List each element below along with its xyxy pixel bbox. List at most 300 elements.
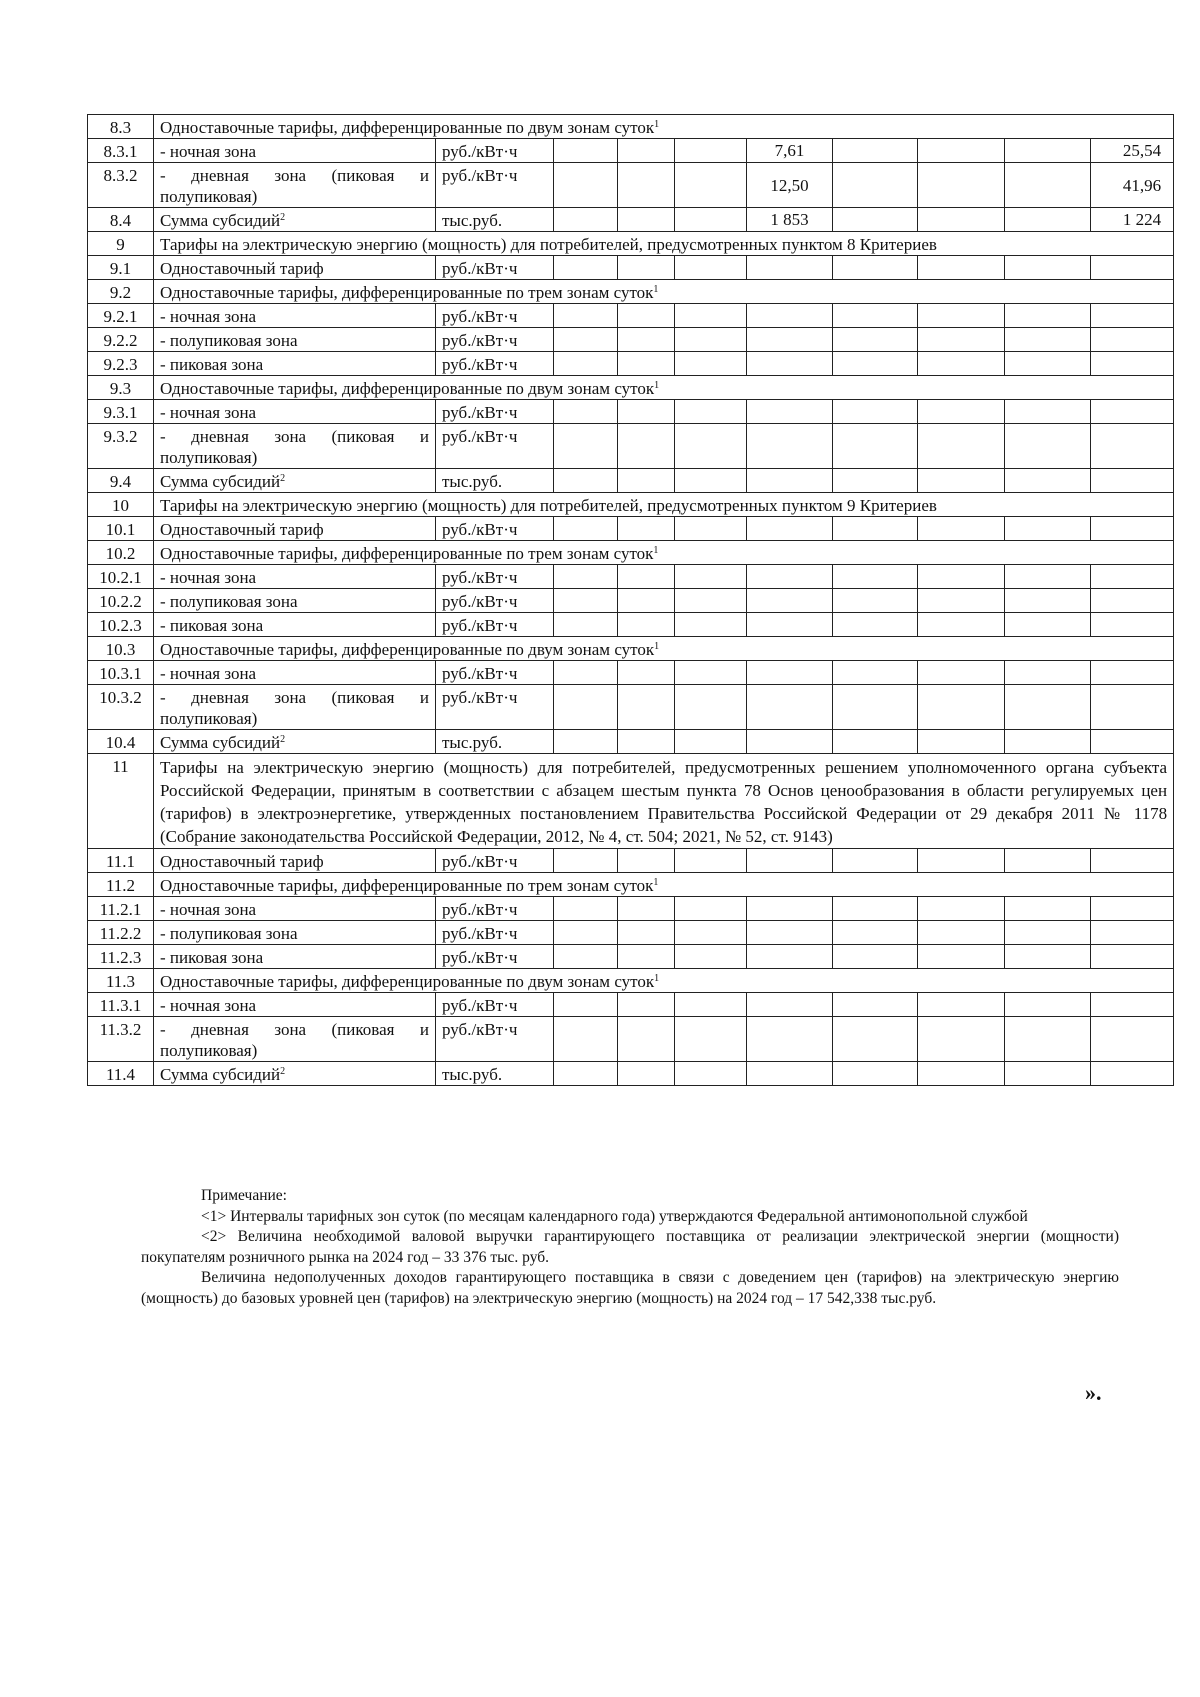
row-label-text: - ночная зона xyxy=(160,664,257,683)
value-cell xyxy=(918,993,1005,1017)
row-label-text: Сумма субсидий xyxy=(160,1065,281,1084)
section-title-text: Одноставочные тарифы, дифференцированные по трем зонам суток xyxy=(160,283,654,302)
section-title-text: Тарифы на электрическую энергию (мощность) для потребителей, предусмотренных пунктом 9 Критериев xyxy=(160,496,937,515)
value-cell xyxy=(918,661,1005,685)
unit-cell: тыс.руб. xyxy=(436,1062,554,1086)
row-number: 8.3.1 xyxy=(88,139,154,163)
table-row xyxy=(88,921,1174,945)
value-cell xyxy=(1005,589,1091,613)
row-label-line1: - дневная зона (пиковая и xyxy=(160,166,429,185)
row-label xyxy=(154,897,436,921)
value-cell xyxy=(833,730,918,754)
table-row xyxy=(88,897,1174,921)
row-label xyxy=(154,139,436,163)
value-cell xyxy=(833,945,918,969)
row-number: 11.2 xyxy=(88,873,154,897)
value-cell xyxy=(918,730,1005,754)
value-cell xyxy=(618,517,675,541)
table-row xyxy=(88,208,1174,232)
table-row xyxy=(88,493,1174,517)
value-cell xyxy=(618,469,675,493)
footnote-mark: 1 xyxy=(654,973,660,984)
value-cell xyxy=(1005,352,1091,376)
value-cell xyxy=(1091,256,1174,280)
value-cell xyxy=(675,589,747,613)
value-cell: 12,50 xyxy=(747,163,833,208)
value-cell xyxy=(618,328,675,352)
unit-cell: руб./кВт·ч xyxy=(436,352,554,376)
value-cell xyxy=(1005,849,1091,873)
row-number: 11.1 xyxy=(88,849,154,873)
value-cell xyxy=(1005,730,1091,754)
table-row xyxy=(88,730,1174,754)
row-label xyxy=(154,256,436,280)
value-cell xyxy=(675,565,747,589)
value-cell xyxy=(675,163,747,208)
table-row xyxy=(88,993,1174,1017)
value-cell xyxy=(1091,1017,1174,1062)
value-cell xyxy=(747,328,833,352)
value-cell xyxy=(618,1017,675,1062)
value-cell xyxy=(833,661,918,685)
table-row xyxy=(88,115,1174,139)
section-title-text: Одноставочные тарифы, дифференцированные по трем зонам суток xyxy=(160,876,654,895)
value-cell xyxy=(1005,139,1091,163)
row-label xyxy=(154,730,436,754)
unit-cell: руб./кВт·ч xyxy=(436,328,554,352)
value-cell xyxy=(918,613,1005,637)
table-row xyxy=(88,541,1174,565)
row-label-text: - ночная зона xyxy=(160,900,257,919)
row-label-line1: - дневная зона (пиковая и xyxy=(160,1020,429,1039)
value-cell xyxy=(1091,661,1174,685)
row-label-text: Сумма субсидий xyxy=(160,211,281,230)
row-number: 9.2 xyxy=(88,280,154,304)
row-number: 10.2.1 xyxy=(88,565,154,589)
value-cell xyxy=(833,517,918,541)
table-row xyxy=(88,661,1174,685)
row-number: 11.2.1 xyxy=(88,897,154,921)
value-cell xyxy=(1005,208,1091,232)
value-cell xyxy=(833,993,918,1017)
footnote-mark: 1 xyxy=(654,119,660,130)
value-cell xyxy=(554,1062,618,1086)
value-cell xyxy=(747,256,833,280)
value-cell xyxy=(747,897,833,921)
value-cell xyxy=(1091,424,1174,469)
section-title-text: Одноставочные тарифы, дифференцированные по двум зонам суток xyxy=(160,972,655,991)
table-row xyxy=(88,613,1174,637)
table-row xyxy=(88,469,1174,493)
row-label-text: - ночная зона xyxy=(160,142,257,161)
section-title-text: Одноставочные тарифы, дифференцированные по двум зонам суток xyxy=(160,379,655,398)
value-cell xyxy=(833,1062,918,1086)
row-number: 10.4 xyxy=(88,730,154,754)
row-label xyxy=(154,613,436,637)
footnote-mark: 2 xyxy=(280,212,286,223)
row-label xyxy=(154,661,436,685)
value-cell xyxy=(1005,921,1091,945)
section-title xyxy=(154,376,1174,400)
value-cell xyxy=(675,661,747,685)
value-cell xyxy=(675,469,747,493)
row-number: 9.3 xyxy=(88,376,154,400)
value-cell xyxy=(554,730,618,754)
value-cell xyxy=(618,849,675,873)
table-row xyxy=(88,873,1174,897)
value-cell xyxy=(747,661,833,685)
value-cell xyxy=(1091,352,1174,376)
row-label xyxy=(154,163,436,208)
unit-cell: тыс.руб. xyxy=(436,730,554,754)
value-cell xyxy=(675,400,747,424)
row-label xyxy=(154,469,436,493)
row-label xyxy=(154,400,436,424)
value-cell xyxy=(618,589,675,613)
row-number: 10.2.3 xyxy=(88,613,154,637)
value-cell xyxy=(918,139,1005,163)
row-number: 9.2.2 xyxy=(88,328,154,352)
value-cell xyxy=(1005,517,1091,541)
row-number: 11.2.2 xyxy=(88,921,154,945)
value-cell xyxy=(1091,304,1174,328)
value-cell xyxy=(1005,897,1091,921)
row-number: 10.3.1 xyxy=(88,661,154,685)
row-label-text: - ночная зона xyxy=(160,568,257,587)
section-title-text: Одноставочные тарифы, дифференцированные по трем зонам суток xyxy=(160,544,654,563)
value-cell: 41,96 xyxy=(1091,163,1174,208)
value-cell xyxy=(918,517,1005,541)
value-cell xyxy=(918,1062,1005,1086)
value-cell xyxy=(675,1062,747,1086)
row-label-text: - ночная зона xyxy=(160,996,257,1015)
unit-cell: руб./кВт·ч xyxy=(436,685,554,730)
value-cell xyxy=(833,849,918,873)
value-cell xyxy=(1091,1062,1174,1086)
footnote-mark: 1 xyxy=(654,380,660,391)
table-row xyxy=(88,163,1174,208)
row-label-text: - полупиковая зона xyxy=(160,592,298,611)
value-cell xyxy=(918,424,1005,469)
value-cell xyxy=(1091,589,1174,613)
value-cell xyxy=(554,589,618,613)
value-cell xyxy=(554,921,618,945)
value-cell xyxy=(833,469,918,493)
value-cell xyxy=(918,400,1005,424)
value-cell xyxy=(618,565,675,589)
value-cell xyxy=(833,352,918,376)
value-cell xyxy=(675,685,747,730)
value-cell xyxy=(918,163,1005,208)
row-label-text: - ночная зона xyxy=(160,403,257,422)
value-cell xyxy=(918,469,1005,493)
value-cell xyxy=(918,256,1005,280)
value-cell xyxy=(1005,945,1091,969)
value-cell xyxy=(618,163,675,208)
value-cell xyxy=(618,613,675,637)
value-cell xyxy=(618,424,675,469)
section-title xyxy=(154,754,1174,849)
unit-cell: тыс.руб. xyxy=(436,469,554,493)
value-cell xyxy=(833,1017,918,1062)
row-number: 10.3 xyxy=(88,637,154,661)
value-cell xyxy=(918,208,1005,232)
table-row xyxy=(88,1017,1174,1062)
unit-cell: руб./кВт·ч xyxy=(436,993,554,1017)
table-row xyxy=(88,849,1174,873)
value-cell xyxy=(747,993,833,1017)
table-row xyxy=(88,637,1174,661)
note-1: <1> Интервалы тарифных зон суток (по месяцам календарного года) утверждаются Федеральной антимонопольной службой xyxy=(201,1207,1028,1225)
value-cell xyxy=(675,139,747,163)
value-cell xyxy=(833,256,918,280)
value-cell xyxy=(554,685,618,730)
value-cell xyxy=(747,849,833,873)
section-title-text: Тарифы на электрическую энергию (мощность) для потребителей, предусмотренных пунктом 8 Критериев xyxy=(160,235,937,254)
value-cell xyxy=(1005,328,1091,352)
value-cell xyxy=(747,589,833,613)
row-number: 11.3 xyxy=(88,969,154,993)
value-cell xyxy=(747,945,833,969)
value-cell xyxy=(747,424,833,469)
table-row xyxy=(88,1062,1174,1086)
section-title xyxy=(154,232,1174,256)
value-cell xyxy=(918,589,1005,613)
row-number: 9.2.3 xyxy=(88,352,154,376)
table-row xyxy=(88,139,1174,163)
value-cell xyxy=(747,1017,833,1062)
value-cell xyxy=(618,921,675,945)
value-cell xyxy=(554,897,618,921)
value-cell xyxy=(618,730,675,754)
row-label-text: Сумма субсидий xyxy=(160,733,281,752)
table-row xyxy=(88,517,1174,541)
value-cell xyxy=(554,1017,618,1062)
unit-cell: руб./кВт·ч xyxy=(436,304,554,328)
row-label xyxy=(154,849,436,873)
value-cell xyxy=(675,897,747,921)
row-number: 11 xyxy=(88,754,154,849)
row-number: 8.3.2 xyxy=(88,163,154,208)
row-label xyxy=(154,424,436,469)
value-cell xyxy=(833,424,918,469)
value-cell xyxy=(918,849,1005,873)
value-cell xyxy=(1005,163,1091,208)
row-label-text: Одноставочный тариф xyxy=(160,520,324,539)
value-cell xyxy=(675,730,747,754)
value-cell xyxy=(833,921,918,945)
row-number: 9.3.1 xyxy=(88,400,154,424)
row-label-text: - полупиковая зона xyxy=(160,331,298,350)
table-row xyxy=(88,754,1174,849)
value-cell xyxy=(1091,565,1174,589)
value-cell xyxy=(918,1017,1005,1062)
row-label-text: Одноставочный тариф xyxy=(160,852,324,871)
value-cell xyxy=(1005,993,1091,1017)
value-cell xyxy=(675,424,747,469)
value-cell xyxy=(918,328,1005,352)
value-cell xyxy=(747,1062,833,1086)
row-number: 9.1 xyxy=(88,256,154,280)
value-cell xyxy=(675,352,747,376)
value-cell xyxy=(1091,469,1174,493)
value-cell xyxy=(1091,400,1174,424)
value-cell xyxy=(618,897,675,921)
value-cell xyxy=(833,400,918,424)
row-number: 10.3.2 xyxy=(88,685,154,730)
value-cell xyxy=(618,1062,675,1086)
value-cell xyxy=(675,945,747,969)
value-cell xyxy=(554,565,618,589)
value-cell xyxy=(1091,849,1174,873)
value-cell xyxy=(554,661,618,685)
value-cell xyxy=(1091,993,1174,1017)
value-cell xyxy=(747,613,833,637)
value-cell: 25,54 xyxy=(1091,139,1174,163)
value-cell xyxy=(1005,661,1091,685)
value-cell xyxy=(1005,1062,1091,1086)
footnote-mark: 1 xyxy=(653,545,659,556)
row-label xyxy=(154,304,436,328)
value-cell: 1 224 xyxy=(1091,208,1174,232)
value-cell xyxy=(833,208,918,232)
value-cell xyxy=(618,661,675,685)
section-title xyxy=(154,493,1174,517)
value-cell xyxy=(1005,685,1091,730)
value-cell xyxy=(554,400,618,424)
table-row xyxy=(88,565,1174,589)
value-cell xyxy=(675,1017,747,1062)
section-title-text: Одноставочные тарифы, дифференцированные по двум зонам суток xyxy=(160,118,655,137)
row-label-text: - пиковая зона xyxy=(160,948,264,967)
row-number: 9.4 xyxy=(88,469,154,493)
value-cell xyxy=(554,469,618,493)
unit-cell: руб./кВт·ч xyxy=(436,921,554,945)
unit-cell: руб./кВт·ч xyxy=(436,589,554,613)
value-cell xyxy=(675,993,747,1017)
value-cell xyxy=(1005,613,1091,637)
value-cell xyxy=(918,685,1005,730)
value-cell xyxy=(618,685,675,730)
value-cell xyxy=(833,685,918,730)
value-cell xyxy=(554,208,618,232)
tariff-table xyxy=(87,114,1174,1086)
value-cell xyxy=(747,352,833,376)
unit-cell: тыс.руб. xyxy=(436,208,554,232)
row-label xyxy=(154,208,436,232)
row-label-text: Одноставочный тариф xyxy=(160,259,324,278)
value-cell xyxy=(1005,565,1091,589)
unit-cell: руб./кВт·ч xyxy=(436,400,554,424)
value-cell xyxy=(675,256,747,280)
value-cell: 7,61 xyxy=(747,139,833,163)
table-row xyxy=(88,589,1174,613)
row-number: 9 xyxy=(88,232,154,256)
value-cell xyxy=(554,139,618,163)
row-number: 11.3.2 xyxy=(88,1017,154,1062)
value-cell xyxy=(554,256,618,280)
value-cell xyxy=(675,517,747,541)
unit-cell: руб./кВт·ч xyxy=(436,945,554,969)
value-cell xyxy=(1005,400,1091,424)
value-cell: 1 853 xyxy=(747,208,833,232)
value-cell xyxy=(833,328,918,352)
row-label xyxy=(154,352,436,376)
row-label xyxy=(154,517,436,541)
unit-cell: руб./кВт·ч xyxy=(436,897,554,921)
value-cell xyxy=(1005,424,1091,469)
row-label-text: Сумма субсидий xyxy=(160,472,281,491)
row-label-line2: полупиковая) xyxy=(160,709,258,728)
table-row xyxy=(88,232,1174,256)
value-cell xyxy=(1091,730,1174,754)
unit-cell: руб./кВт·ч xyxy=(436,565,554,589)
value-cell xyxy=(918,565,1005,589)
value-cell xyxy=(618,208,675,232)
value-cell xyxy=(618,139,675,163)
value-cell xyxy=(675,304,747,328)
row-label xyxy=(154,921,436,945)
value-cell xyxy=(554,945,618,969)
value-cell xyxy=(675,849,747,873)
row-label-line2: полупиковая) xyxy=(160,187,258,206)
value-cell xyxy=(747,517,833,541)
row-number: 10 xyxy=(88,493,154,517)
row-label-line1: - дневная зона (пиковая и xyxy=(160,688,429,707)
row-label-line1: - дневная зона (пиковая и xyxy=(160,427,429,446)
row-label xyxy=(154,1062,436,1086)
row-label xyxy=(154,328,436,352)
table-row xyxy=(88,280,1174,304)
value-cell xyxy=(554,304,618,328)
unit-cell: руб./кВт·ч xyxy=(436,163,554,208)
value-cell xyxy=(1005,304,1091,328)
section-title xyxy=(154,969,1174,993)
value-cell xyxy=(554,849,618,873)
value-cell xyxy=(554,328,618,352)
notes-heading: Примечание: xyxy=(201,1187,287,1204)
row-label-line2: полупиковая) xyxy=(160,448,258,467)
value-cell xyxy=(918,352,1005,376)
value-cell xyxy=(833,163,918,208)
value-cell xyxy=(675,921,747,945)
table-row xyxy=(88,376,1174,400)
value-cell xyxy=(554,424,618,469)
row-number: 9.2.1 xyxy=(88,304,154,328)
unit-cell: руб./кВт·ч xyxy=(436,424,554,469)
section-title-text: Тарифы на электрическую энергию (мощность) для потребителей, предусмотренных решением уполномоченного органа субъекта Российской Федерации, принятым в соответствии с абзацем шестым пункта 78 Основ ценообразования в области регулируемых цен (тарифов) в электроэнергетике, утвержденных постановлением Правительства Российской Федерации от 29 декабря 2011 № 1178 (Собрание законодательства Российской Федерации, 2012, № 4, ст. 504; 2021, № 52, ст. 9143) xyxy=(160,758,1168,846)
value-cell xyxy=(554,163,618,208)
row-number: 11.3.1 xyxy=(88,993,154,1017)
row-number: 9.3.2 xyxy=(88,424,154,469)
value-cell xyxy=(1005,256,1091,280)
row-label xyxy=(154,685,436,730)
note-2: <2> Величина необходимой валовой выручки гарантирующего поставщика от реализации электрической энергии (мощности) покупателям розничного рынка на 2024 год – 33 376 тыс. руб. xyxy=(141,1228,1119,1266)
table-row xyxy=(88,328,1174,352)
row-label xyxy=(154,1017,436,1062)
value-cell xyxy=(747,304,833,328)
value-cell xyxy=(618,352,675,376)
value-cell xyxy=(747,469,833,493)
section-title xyxy=(154,873,1174,897)
row-number: 8.4 xyxy=(88,208,154,232)
value-cell xyxy=(675,208,747,232)
value-cell xyxy=(618,400,675,424)
unit-cell: руб./кВт·ч xyxy=(436,661,554,685)
unit-cell: руб./кВт·ч xyxy=(436,139,554,163)
value-cell xyxy=(833,304,918,328)
value-cell xyxy=(618,304,675,328)
